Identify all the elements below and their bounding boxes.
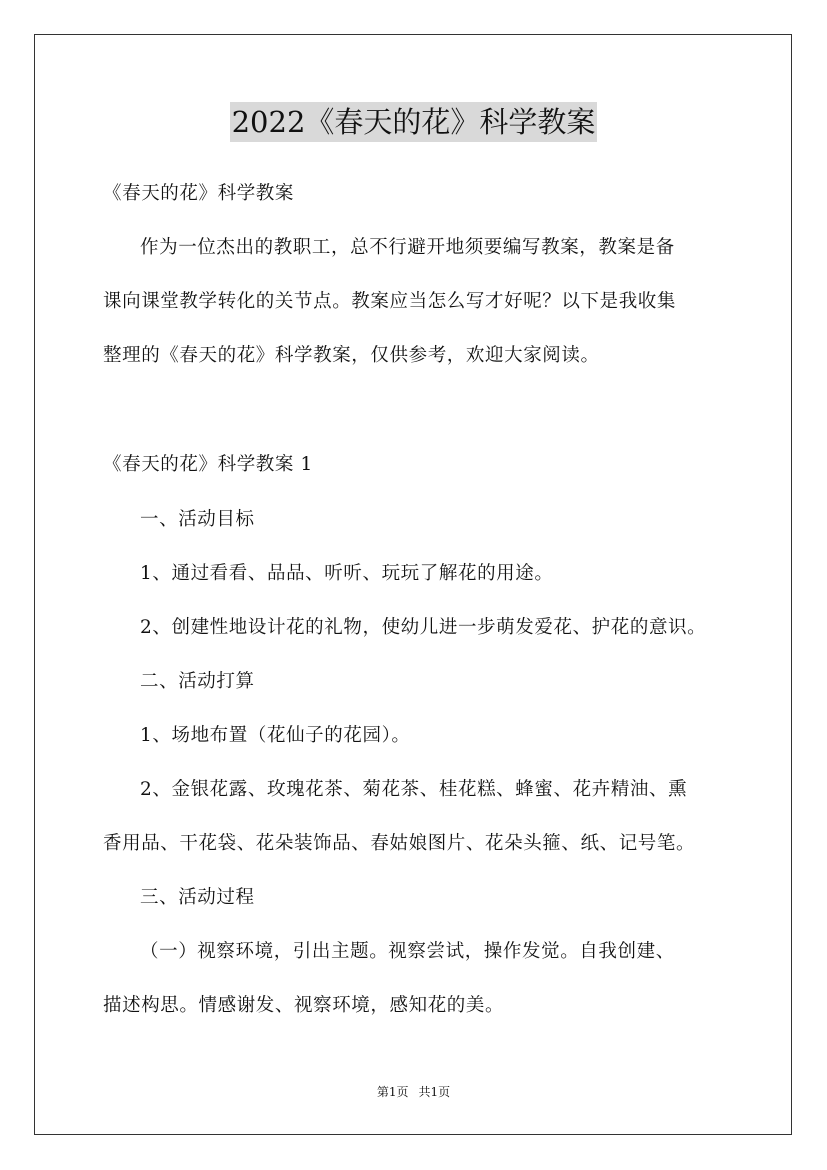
preparation-item-1: 1、场地布置（花仙子的花园）。 [140,725,411,746]
goal-item-1: 1、通过看看、品品、听听、玩玩了解花的用途。 [140,563,554,584]
heading-activity-goals: 一、活动目标 [140,509,255,530]
document-subtitle: 《春天的花》科学教案 [103,183,295,204]
document-title: 2022《春天的花》科学教案 [230,102,598,142]
process-step-1: （一）视察环境，引出主题。视察尝试，操作发觉。自我创建、 [140,941,675,962]
preparation-item-2: 2、金银花露、玫瑰花茶、菊花茶、桂花糕、蜂蜜、花卉精油、熏 [140,779,688,800]
process-step-1-continued: 描述构思。情感谢发、视察环境，感知花的美。 [103,995,505,1016]
section-heading: 《春天的花》科学教案 1 [103,454,313,475]
preparation-item-2-continued: 香用品、干花袋、花朵装饰品、春姑娘图片、花朵头箍、纸、记号笔。 [103,833,696,854]
page-footer [0,1084,827,1100]
page-number-current: 第1页 [376,1085,409,1099]
heading-activity-preparation: 二、活动打算 [140,671,255,692]
intro-line-3: 整理的《春天的花》科学教案，仅供参考，欢迎大家阅读。 [103,345,600,366]
page-number-total: 共1页 [418,1085,451,1099]
title-container [0,102,827,142]
heading-activity-process: 三、活动过程 [140,887,255,908]
goal-item-2: 2、创建性地设计花的礼物，使幼儿进一步萌发爱花、护花的意识。 [140,617,707,638]
intro-line-1: 作为一位杰出的教职工，总不行避开地须要编写教案，教案是备 [140,237,675,258]
intro-line-2: 课向课堂教学转化的关节点。教案应当怎么写才好呢？以下是我收集 [103,291,677,312]
